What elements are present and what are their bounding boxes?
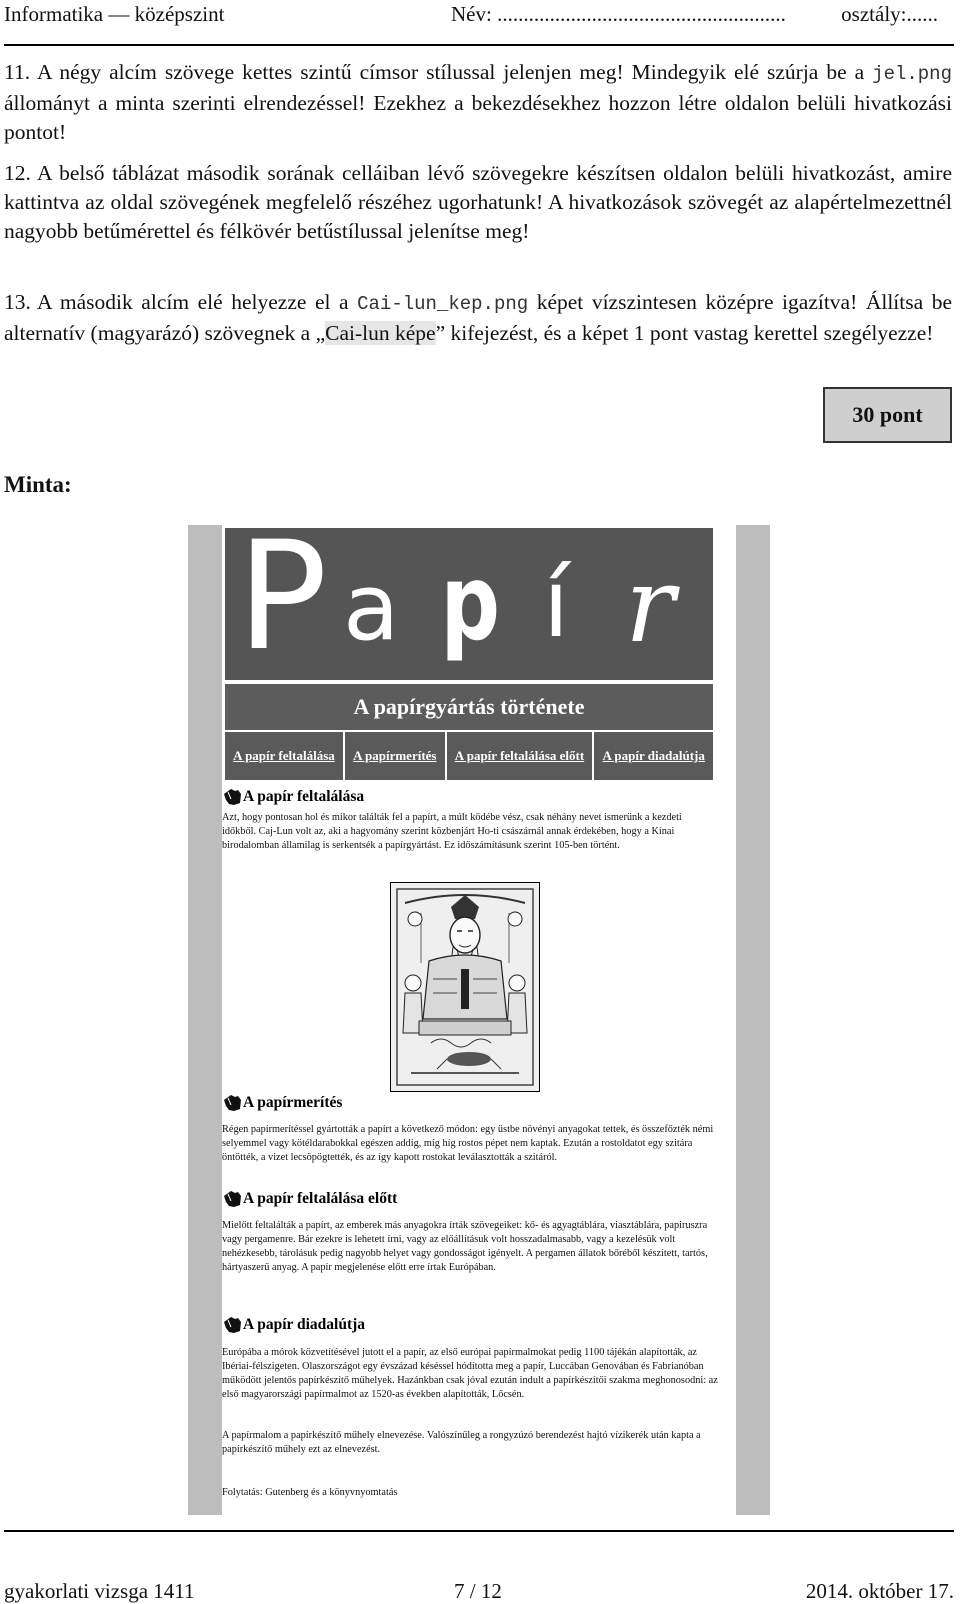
header-rule xyxy=(4,44,954,46)
header-name-field: Név: ....................................................... xyxy=(451,2,786,26)
section-heading xyxy=(222,1094,342,1112)
portrait-drawing xyxy=(391,883,539,1091)
section-text: Régen papírmerítéssel gyártották a papírt a következő módon: egy üstbe növényi anyagokat tettek, és összefőzték némi selyemmel vagy kötéldarabokkal egészen addig, míg híg rostos pépet nem kaptak. Ezután a rostoldatot egy szitára öntötték, a vizet lecsöpögtették, és az így kapott rostokat leválasztották a szitáról. xyxy=(222,1124,714,1163)
section-title: A papír feltalálása előtt xyxy=(243,1190,398,1207)
footer-exam-code: gyakorlati vizsga 1411 xyxy=(4,1579,195,1603)
highlighted-phrase: Cai-lun képe xyxy=(325,321,436,345)
task-text: A második alcím elé helyezze el a xyxy=(37,290,358,314)
task-11 xyxy=(4,58,952,147)
sample-page xyxy=(222,525,736,1515)
nav-link-papermaking[interactable]: A papírmerítés xyxy=(345,732,445,780)
hand-pointer-icon xyxy=(222,1190,242,1208)
section-title: A papír diadalútja xyxy=(243,1316,366,1333)
header-subject: Informatika — középszint xyxy=(4,2,225,26)
points-box: 30 pont xyxy=(823,387,952,443)
section-navigation xyxy=(225,732,713,780)
section-heading xyxy=(222,1190,397,1208)
section-text: Azt, hogy pontosan hol és mikor találták fel a papírt, a múlt ködébe vész, csak néhány nevet ismerünk a kezdeti időkből. Caj-Lun volt az, aki a hagyomány szerint közbenjárt Ho-ti császárnál annak érdekében, hogy a Kínai birodalomban államilag is serkentsék a papírgyártást. Ez időszámításunk szerint 105-ben történt. xyxy=(222,812,682,851)
title-banner xyxy=(225,528,713,680)
nav-link-before-paper[interactable]: A papír feltalálása előtt xyxy=(447,732,593,780)
banner-letter: í xyxy=(543,550,570,659)
header-class-field: osztály:...... xyxy=(841,2,938,26)
banner-letter: a xyxy=(343,554,400,661)
section-title: A papír feltalálása xyxy=(243,788,365,805)
cai-lun-portrait xyxy=(390,882,540,1092)
task-text: A négy alcím szövege kettes szintű címsor stílussal jelenjen meg! Mindegyik elé szúrja be a xyxy=(37,60,873,84)
file-name: Cai-lun_kep.png xyxy=(357,293,529,315)
hand-pointer-icon xyxy=(222,1316,242,1334)
task-text: képet vízszintesen középre igazítva! Állítsa be alternatív (magyarázó) szövegnek a „ xyxy=(4,290,952,345)
hand-pointer-icon xyxy=(222,1094,242,1112)
footer-page-number: 7 / 12 xyxy=(454,1579,502,1603)
banner-letter: p xyxy=(440,542,501,664)
section-text: A papírmalom a papírkészítő műhely elnevezése. Valószínűleg a rongyzúzó berendezést hajtó vízikerék után kapta a papírkészítő műhely ezt az elnevezést. xyxy=(222,1430,701,1455)
continuation-link[interactable]: Folytatás: Gutenberg és a könyvnyomtatás xyxy=(222,1487,398,1498)
footer-date: 2014. október 17. xyxy=(805,1579,954,1603)
task-number: 12. xyxy=(4,161,31,185)
page-header xyxy=(4,0,938,44)
task-text: ” kifejezést, és a képet 1 pont vastag kerettel szegélyezze! xyxy=(435,321,934,345)
banner-letter: P xyxy=(237,528,328,680)
file-name: jel.png xyxy=(872,63,952,85)
task-13 xyxy=(4,288,952,348)
task-text: A belső táblázat második sorának celláiban lévő szövegekre készítsen oldalon belüli hivatkozást, amire kattintva az oldal szövegének megfelelő részéhez ugorhatunk! A hivatkozások szövegét az alapértelmezettnél nagyobb betűmérettel és félkövér betűstílussal jelenítse meg! xyxy=(4,161,952,243)
section-title: A papírmerítés xyxy=(243,1094,343,1111)
task-text: állományt a minta szerinti elrendezéssel! Ezekhez a bekezdésekhez hozzon létre oldalon belüli hivatkozási pontot! xyxy=(4,91,952,144)
task-number: 11. xyxy=(4,60,31,84)
task-number: 13. xyxy=(4,290,31,314)
nav-link-triumph[interactable]: A papír diadalútja xyxy=(594,732,713,780)
hand-pointer-icon xyxy=(222,788,242,806)
section-text: Európába a mórok közvetítésével jutott el a papír, az első európai papírmalmokat pedig 1100 tájékán alapították, az Ibériai-félszigeten. Olaszországot egy évszázad késéssel hódította meg a papír, Luccában Genovában és Fabrianóban működött jelentős papírkészítő műhelyek. Hazánkban csak jóval ezután indult a papírkészítői szakma meghonosodni: az első magyarországi papírmalmot az 1520-as években alapították, Lőcsén. xyxy=(222,1347,718,1400)
footer-rule xyxy=(4,1530,954,1532)
sample-label: Minta: xyxy=(4,472,72,497)
site-subtitle: A papírgyártás története xyxy=(225,684,713,730)
banner-letter: r xyxy=(625,544,675,666)
section-heading xyxy=(222,1316,365,1334)
section-heading xyxy=(222,788,364,806)
section-text: Mielőtt feltalálták a papírt, az emberek más anyagokra írták szövegeiket: kő- és agyagtáblára, viasztáblára, papiruszra vagy pergamenre. Bár ezekre is lehetett írni, vagy az előállításuk volt hosszadalmasabb, vagy a kezelésük volt nehézkesebb, tárolásuk pedig nagyobb helyet vagy gondosságot igényelt. A pergamen állatok bőréből készített, tartós, hártyaszerű anyag. A papír megjelenése előtt erre írtak Európában. xyxy=(222,1220,708,1273)
sample-screenshot xyxy=(188,525,770,1515)
nav-link-invention[interactable]: A papír feltalálása xyxy=(225,732,343,780)
task-12 xyxy=(4,159,952,246)
